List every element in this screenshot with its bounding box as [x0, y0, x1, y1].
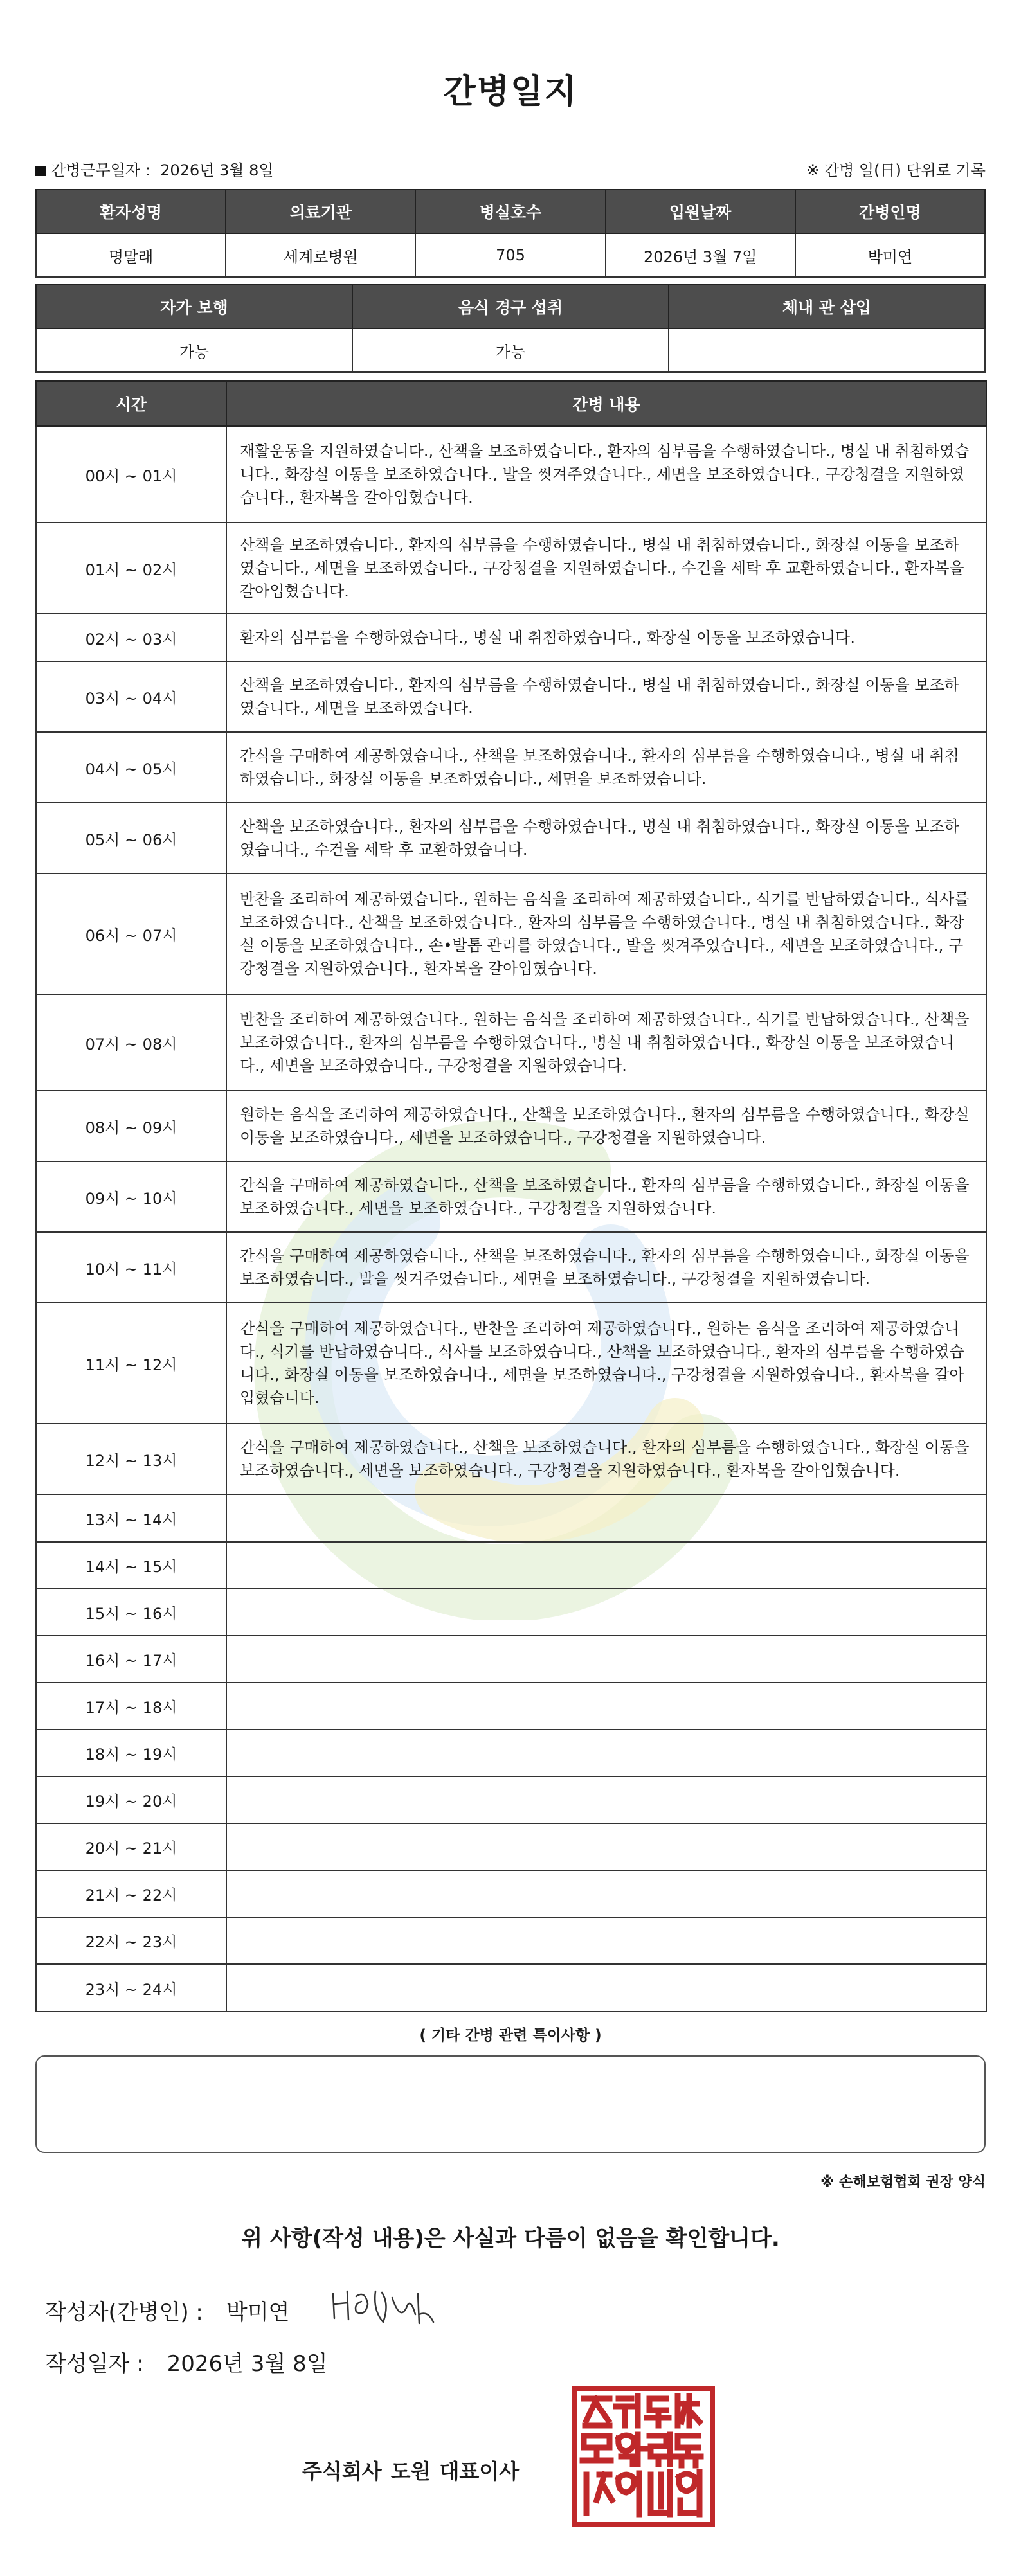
care-log-header-row [36, 381, 986, 426]
status-header-row [36, 285, 985, 328]
status-value-row [36, 328, 985, 372]
care-log-row [36, 1776, 986, 1823]
care-log-time: 21시 ~ 22시 [36, 1870, 226, 1917]
care-log-time: 00시 ~ 01시 [36, 426, 226, 523]
handwritten-signature [328, 2285, 437, 2330]
care-log-time: 19시 ~ 20시 [36, 1776, 226, 1823]
care-log-row [36, 1494, 986, 1542]
care-log-time: 02시 ~ 03시 [36, 614, 226, 661]
special-notes-box[interactable] [35, 2055, 986, 2153]
company-name: 도원 [390, 2459, 431, 2483]
header-oral-intake: 음식 경구 섭취 [352, 285, 669, 328]
care-log-row [36, 803, 986, 873]
company-type: 주식회사 [302, 2459, 382, 2483]
care-log-content [226, 1589, 986, 1636]
recommended-form-note: ※ 손해보험협회 권장 양식 [820, 2174, 986, 2190]
tube-insertion-value [669, 328, 985, 372]
care-log-row [36, 1730, 986, 1776]
header-admission-date: 입원날짜 [606, 190, 795, 233]
oral-intake-value: 가능 [352, 328, 669, 372]
record-unit-note: ※ 간병 일(日) 단위로 기록 [806, 161, 986, 179]
care-log-content: 산책을 보조하였습니다., 환자의 심부름을 수행하였습니다., 병실 내 취침하였습니다., 화장실 이동을 보조하였습니다., 수건을 세탁 후 교환하였습니다. [226, 803, 986, 873]
caregiver-name: 박미연 [795, 233, 985, 277]
care-log-content: 간식을 구매하여 제공하였습니다., 산책을 보조하였습니다., 환자의 심부름을 수행하였습니다., 병실 내 취침하였습니다., 화장실 이동을 보조하였습니다., 세면을 보조하였습니다. [226, 732, 986, 803]
care-log-row [36, 1091, 986, 1161]
care-log-row [36, 661, 986, 732]
care-log-row [36, 732, 986, 803]
written-date-line [45, 2346, 328, 2377]
care-date-value: 2026년 3월 8일 [160, 161, 274, 179]
care-log-row [36, 614, 986, 661]
header-patient-name: 환자성명 [36, 190, 226, 233]
care-log-content [226, 1823, 986, 1870]
patient-info-table [35, 189, 986, 278]
header-room-number: 병실호수 [415, 190, 605, 233]
writer-line [45, 2294, 289, 2326]
care-log-time: 23시 ~ 24시 [36, 1964, 226, 2012]
care-log-time: 14시 ~ 15시 [36, 1542, 226, 1589]
care-log-content: 산책을 보조하였습니다., 환자의 심부름을 수행하였습니다., 병실 내 취침하였습니다., 화장실 이동을 보조하였습니다., 세면을 보조하였습니다., 구강청결을 지원하였습니다., 수건을 세탁 후 교환하였습니다., 환자복을 갈아입혔습니다. [226, 523, 986, 614]
care-date-label: 간병근무일자 : [51, 161, 150, 179]
care-log-row [36, 1917, 986, 1964]
header-care-content: 간병 내용 [226, 381, 986, 426]
patient-name: 명말래 [36, 233, 226, 277]
care-log-time: 09시 ~ 10시 [36, 1161, 226, 1232]
header-caregiver-name: 간병인명 [795, 190, 985, 233]
care-log-row [36, 994, 986, 1091]
care-log-row [36, 873, 986, 994]
company-seal [571, 2384, 716, 2528]
care-log-row [36, 1232, 986, 1303]
header-tube-insertion: 체내 관 삽입 [669, 285, 985, 328]
header-self-walking: 자가 보행 [36, 285, 352, 328]
care-log-row [36, 1823, 986, 1870]
care-log-time: 01시 ~ 02시 [36, 523, 226, 614]
care-log-content [226, 1776, 986, 1823]
care-log-row [36, 1303, 986, 1424]
care-log-content [226, 1636, 986, 1683]
patient-info-value-row [36, 233, 985, 277]
care-log-time: 07시 ~ 08시 [36, 994, 226, 1091]
care-log-row [36, 523, 986, 614]
admission-date: 2026년 3월 7일 [606, 233, 795, 277]
care-log-content: 간식을 구매하여 제공하였습니다., 산책을 보조하였습니다., 환자의 심부름을 수행하였습니다., 화장실 이동을 보조하였습니다., 발을 씻겨주었습니다., 세면을 보조하였습니다., 구강청결을 지원하였습니다. [226, 1232, 986, 1303]
care-log-time: 03시 ~ 04시 [36, 661, 226, 732]
care-log-content: 산책을 보조하였습니다., 환자의 심부름을 수행하였습니다., 병실 내 취침하였습니다., 화장실 이동을 보조하였습니다., 세면을 보조하였습니다. [226, 661, 986, 732]
care-log-row [36, 1636, 986, 1683]
care-log-row [36, 1542, 986, 1589]
care-log-row [36, 426, 986, 523]
writer-name: 박미연 [226, 2300, 290, 2325]
care-date [35, 157, 274, 180]
care-log-time: 06시 ~ 07시 [36, 873, 226, 994]
writer-label: 작성자(간병인) : [45, 2300, 203, 2325]
written-date-value: 2026년 3월 8일 [167, 2351, 328, 2377]
care-log-time: 11시 ~ 12시 [36, 1303, 226, 1424]
hospital-name: 세계로병원 [226, 233, 415, 277]
care-log-row [36, 1161, 986, 1232]
care-log-time: 15시 ~ 16시 [36, 1589, 226, 1636]
care-log-content: 반찬을 조리하여 제공하였습니다., 원하는 음식을 조리하여 제공하였습니다., 식기를 반납하였습니다., 식사를 보조하였습니다., 산책을 보조하였습니다., 환자의 심부름을 수행하였습니다., 병실 내 취침하였습니다., 화장실 이동을 보조하였습니다., 손•발톱 관리를 하였습니다., 발을 씻겨주었습니다., 세면을 보조하였습니다., 구강청결을 지원하였습니다., 환자복을 갈아입혔습니다. [226, 873, 986, 994]
care-log-content: 재활운동을 지원하였습니다., 산책을 보조하였습니다., 환자의 심부름을 수행하였습니다., 병실 내 취침하였습니다., 화장실 이동을 보조하였습니다., 발을 씻겨주었습니다., 세면을 보조하였습니다., 구강청결을 지원하였습니다., 환자복을 갈아입혔습니다. [226, 426, 986, 523]
page-title: 간병일지 [443, 73, 578, 111]
care-log-time: 17시 ~ 18시 [36, 1683, 226, 1730]
care-log-content: 간식을 구매하여 제공하였습니다., 산책을 보조하였습니다., 환자의 심부름을 수행하였습니다., 화장실 이동을 보조하였습니다., 세면을 보조하였습니다., 구강청결을 지원하였습니다., 환자복을 갈아입혔습니다. [226, 1424, 986, 1494]
care-log-content [226, 1683, 986, 1730]
patient-info-header-row [36, 190, 985, 233]
care-log-time: 04시 ~ 05시 [36, 732, 226, 803]
self-walking-value: 가능 [36, 328, 352, 372]
confirmation-statement: 위 사항(작성 내용)은 사실과 다름이 없음을 확인합니다. [241, 2226, 780, 2251]
care-log-time: 16시 ~ 17시 [36, 1636, 226, 1683]
header-time: 시간 [36, 381, 226, 426]
company-line [302, 2455, 528, 2485]
care-log-time: 12시 ~ 13시 [36, 1424, 226, 1494]
care-log-content: 원하는 음식을 조리하여 제공하였습니다., 산책을 보조하였습니다., 환자의 심부름을 수행하였습니다., 화장실 이동을 보조하였습니다., 세면을 보조하였습니다., 구강청결을 지원하였습니다. [226, 1091, 986, 1161]
representative-title: 대표이사 [439, 2459, 520, 2483]
special-notes-title: ( 기타 간병 관련 특이사항 ) [419, 2027, 602, 2044]
care-log-time: 08시 ~ 09시 [36, 1091, 226, 1161]
care-log-time: 13시 ~ 14시 [36, 1494, 226, 1542]
care-log-row [36, 1683, 986, 1730]
care-log-content [226, 1494, 986, 1542]
care-log-content [226, 1542, 986, 1589]
care-log-time: 20시 ~ 21시 [36, 1823, 226, 1870]
care-log-content: 환자의 심부름을 수행하였습니다., 병실 내 취침하였습니다., 화장실 이동을 보조하였습니다. [226, 614, 986, 661]
care-log-row [36, 1964, 986, 2012]
care-log-content [226, 1917, 986, 1964]
care-log-row [36, 1424, 986, 1494]
square-bullet-icon [35, 166, 46, 176]
care-log-time: 18시 ~ 19시 [36, 1730, 226, 1776]
care-log-time: 10시 ~ 11시 [36, 1232, 226, 1303]
care-log-row [36, 1870, 986, 1917]
care-log-content: 간식을 구매하여 제공하였습니다., 산책을 보조하였습니다., 환자의 심부름을 수행하였습니다., 화장실 이동을 보조하였습니다., 세면을 보조하였습니다., 구강청결을 지원하였습니다. [226, 1161, 986, 1232]
written-date-label: 작성일자 : [45, 2351, 144, 2377]
care-log-content: 간식을 구매하여 제공하였습니다., 반찬을 조리하여 제공하였습니다., 원하는 음식을 조리하여 제공하였습니다., 식기를 반납하였습니다., 식사를 보조하였습니다., 산책을 보조하였습니다., 환자의 심부름을 수행하였습니다., 화장실 이동을 보조하였습니다., 세면을 보조하였습니다., 구강청결을 지원하였습니다., 환자복을 갈아입혔습니다. [226, 1303, 986, 1424]
care-log-body [36, 426, 986, 2012]
care-log-time: 22시 ~ 23시 [36, 1917, 226, 1964]
care-log-time: 05시 ~ 06시 [36, 803, 226, 873]
care-log-content [226, 1870, 986, 1917]
patient-status-table [35, 284, 986, 373]
care-log-content [226, 1964, 986, 2012]
header-hospital: 의료기관 [226, 190, 415, 233]
care-log-content [226, 1730, 986, 1776]
care-log-content: 반찬을 조리하여 제공하였습니다., 원하는 음식을 조리하여 제공하였습니다., 식기를 반납하였습니다., 산책을 보조하였습니다., 환자의 심부름을 수행하였습니다., 병실 내 취침하였습니다., 화장실 이동을 보조하였습니다., 세면을 보조하였습니다., 구강청결을 지원하였습니다. [226, 994, 986, 1091]
care-log-table [35, 380, 987, 2012]
room-number: 705 [415, 233, 605, 277]
care-log-row [36, 1589, 986, 1636]
